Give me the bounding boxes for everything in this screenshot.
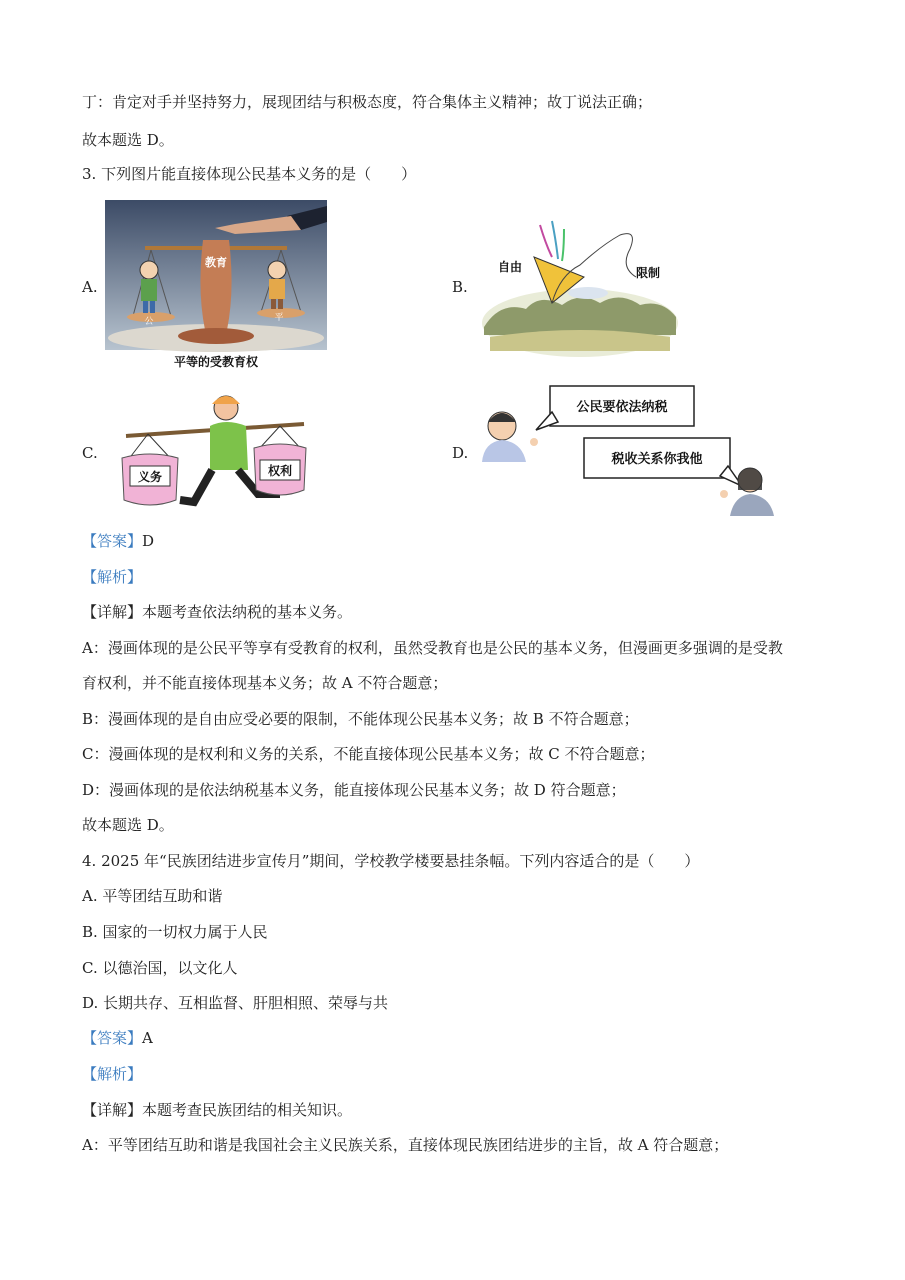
analysis-line: B：漫画体现的是自由应受必要的限制，不能体现公民基本义务；故 B 不符合题意； [82,710,639,728]
figure-carrying-pole [108,390,318,522]
hat [212,396,240,404]
scale-label-1: 教育 [205,256,227,269]
boy-body [482,440,526,462]
label-limit: 限制 [636,266,661,280]
text-line: 故本题选 D。 [82,131,174,149]
text-line: 故本题选 D。 [82,816,174,834]
scale-post [200,240,231,330]
girl-body [269,279,285,299]
shirt [210,422,248,470]
label-right: 权利 [267,464,293,478]
label-freedom: 自由 [498,260,523,274]
bubble-2-text: 税收关系你我他 [611,452,703,467]
boy-head [140,261,158,279]
answer-4 [82,1028,153,1048]
question-4: 4. 2025 年“民族团结进步宣传月”期间，学校教学楼要悬挂条幅。下列内容适合的是（ ） [82,852,700,870]
option-d-label: D. [452,444,469,462]
bubble-1-text: 公民要依法纳税 [576,400,668,415]
girl-body [730,494,774,516]
question-3: 3. 下列图片能直接体现公民基本义务的是（ ） [82,165,417,183]
figure-scale-education [105,200,327,372]
text-line: 丁：肯定对手并坚持努力，展现团结与积极态度，符合集体主义精神；故丁说法正确； [82,93,653,111]
label-duty: 义务 [137,470,163,484]
answer-tag: 【答案】 [82,1029,143,1047]
figure-a-caption: 平等的受教育权 [173,355,259,369]
detail-tag: 【详解】 [82,1101,143,1119]
girl-head [268,261,286,279]
option-b: B. 国家的一切权力属于人民 [82,923,268,941]
analysis-line: D：漫画体现的是依法纳税基本义务，能直接体现公民基本义务；故 D 符合题意； [82,781,626,799]
option-a-label: A. [82,278,98,296]
option-c: C. 以德治国，以文化人 [82,959,238,977]
left-pan-char: 公 [144,317,154,327]
detail-3 [82,602,352,622]
answer-tag: 【答案】 [82,532,143,550]
leg-left [180,470,212,502]
option-a: A. 平等团结互助和谐 [82,887,223,905]
analysis-line: C：漫画体现的是权利和义务的关系，不能直接体现公民基本义务；故 C 不符合题意； [82,745,655,763]
analysis-4-tag: 【解析】 [82,1065,143,1083]
answer-3 [82,531,154,551]
analysis-3-tag: 【解析】 [82,568,143,586]
detail-text: 本题考查民族团结的相关知识。 [142,1101,353,1119]
analysis-line: A：平等团结互助和谐是我国社会主义民族关系，直接体现民族团结进步的主旨，故 A 符合题意； [82,1136,729,1154]
analysis-line: 育权利，并不能直接体现基本义务；故 A 不符合题意； [82,674,448,692]
right-pan-char: 平 [274,313,284,323]
answer-value: D [142,532,155,550]
figure-tax-dialogue [472,382,784,518]
option-d: D. 长期共存、互相监督、肝胆相照、荣辱与共 [82,994,389,1012]
figure-kite-freedom [480,205,680,357]
option-b-label: B. [452,278,468,296]
answer-value: A [142,1029,153,1047]
detail-text: 本题考查依法纳税的基本义务。 [142,603,353,621]
boy-body [141,279,157,301]
detail-tag: 【详解】 [82,603,143,621]
detail-4 [82,1100,352,1120]
analysis-line: A：漫画体现的是公民平等享有受教育的权利，虽然受教育也是公民的基本义务，但漫画更多强调的是受教 [82,639,783,657]
option-c-label: C. [82,444,98,462]
